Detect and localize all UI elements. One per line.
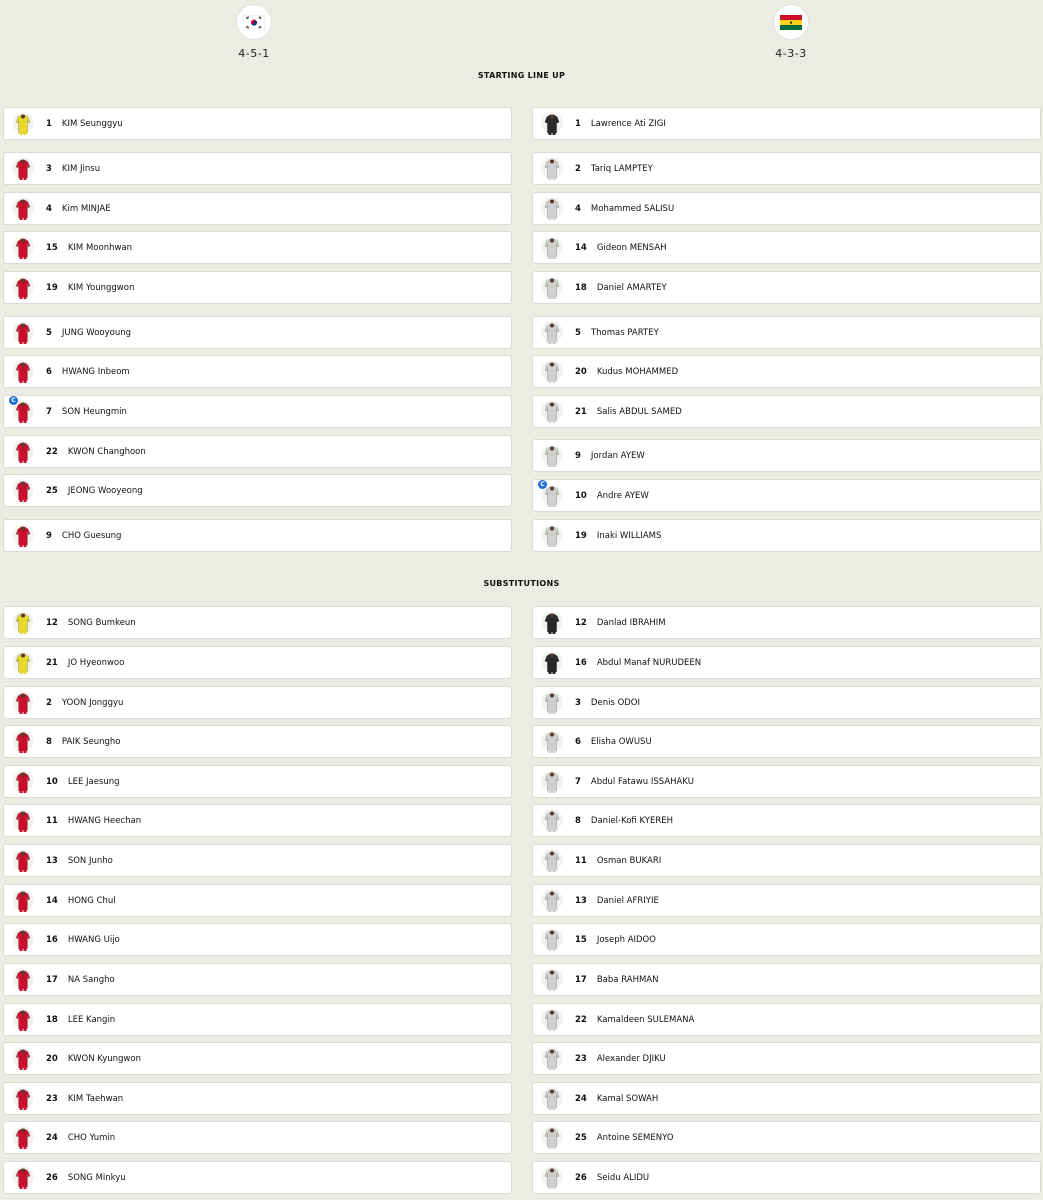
- player-jersey-icon: [12, 730, 34, 754]
- player-number: 13: [575, 895, 587, 906]
- player-name: Osman BUKARI: [596, 855, 662, 866]
- player-number: 5: [46, 327, 52, 338]
- player-number: 11: [46, 815, 58, 826]
- player-name: JUNG Wooyoung: [61, 327, 132, 338]
- player-name: Kamaldeen SULEMANA: [596, 1014, 695, 1025]
- player-jersey-icon: [541, 1008, 563, 1032]
- player-number: 4: [575, 203, 581, 214]
- player-row[interactable]: [532, 884, 1041, 917]
- player-number: 20: [575, 366, 587, 377]
- player-name: Denis ODOI: [590, 697, 641, 708]
- player-row[interactable]: [3, 316, 512, 349]
- player-number: 6: [575, 736, 581, 747]
- player-name: Mohammed SALISU: [590, 203, 675, 214]
- player-row[interactable]: [3, 395, 512, 428]
- away-formation: 4-3-3: [775, 47, 807, 60]
- player-name: KWON Changhoon: [67, 446, 146, 457]
- player-number: 17: [575, 974, 587, 985]
- player-name: SONG Minkyu: [67, 1172, 126, 1183]
- player-name: Jordan AYEW: [590, 450, 645, 461]
- player-row[interactable]: [532, 1121, 1041, 1154]
- player-number: 11: [575, 855, 587, 866]
- player-row[interactable]: [3, 844, 512, 877]
- player-jersey-icon: [12, 1126, 34, 1150]
- captain-badge-icon: C: [538, 480, 547, 489]
- player-number: 12: [46, 617, 58, 628]
- player-number: 1: [46, 118, 52, 129]
- player-jersey-icon: [541, 809, 563, 833]
- player-jersey-icon: [541, 730, 563, 754]
- player-name: KIM Taehwan: [67, 1093, 124, 1104]
- player-jersey-icon: [12, 112, 34, 136]
- player-row[interactable]: [3, 765, 512, 798]
- player-row[interactable]: [3, 1121, 512, 1154]
- player-number: 10: [46, 776, 58, 787]
- player-jersey-icon: [12, 157, 34, 181]
- player-jersey-icon: [541, 651, 563, 675]
- player-row[interactable]: [532, 606, 1041, 639]
- player-number: 24: [46, 1132, 58, 1143]
- player-number: 13: [46, 855, 58, 866]
- player-row[interactable]: [3, 646, 512, 679]
- player-name: Thomas PARTEY: [590, 327, 659, 338]
- player-jersey-icon: [12, 236, 34, 260]
- player-jersey-icon: [541, 770, 563, 794]
- player-row[interactable]: [532, 765, 1041, 798]
- player-number: 18: [46, 1014, 58, 1025]
- player-row[interactable]: [3, 1003, 512, 1036]
- player-number: 24: [575, 1093, 587, 1104]
- player-row[interactable]: [532, 107, 1041, 140]
- player-row[interactable]: [532, 519, 1041, 552]
- player-number: 19: [46, 282, 58, 293]
- player-name: Alexander DJIKU: [596, 1053, 666, 1064]
- player-number: 20: [46, 1053, 58, 1064]
- player-row[interactable]: [532, 646, 1041, 679]
- player-jersey-icon: [541, 1047, 563, 1071]
- player-name: CHO Guesung: [61, 530, 122, 541]
- player-row[interactable]: [3, 725, 512, 758]
- player-name: JEONG Wooyeong: [67, 485, 143, 496]
- player-number: 14: [46, 895, 58, 906]
- player-name: SONG Bumkeun: [67, 617, 136, 628]
- player-name: PAIK Seungho: [61, 736, 121, 747]
- captain-badge-icon: C: [9, 396, 18, 405]
- player-jersey-icon: [541, 968, 563, 992]
- player-number: 25: [575, 1132, 587, 1143]
- player-row[interactable]: [532, 1161, 1041, 1194]
- player-name: Danlad IBRAHIM: [596, 617, 666, 628]
- player-name: Andre AYEW: [596, 490, 649, 501]
- player-row[interactable]: [3, 435, 512, 468]
- player-name: Lawrence Ati ZIGI: [590, 118, 666, 129]
- player-row[interactable]: [3, 686, 512, 719]
- player-number: 9: [46, 530, 52, 541]
- player-jersey-icon: [12, 321, 34, 345]
- player-number: 16: [46, 934, 58, 945]
- player-row[interactable]: [3, 192, 512, 225]
- player-number: 17: [46, 974, 58, 985]
- player-jersey-icon: [12, 276, 34, 300]
- player-number: 19: [575, 530, 587, 541]
- player-name: CHO Yumin: [67, 1132, 116, 1143]
- player-number: 1: [575, 118, 581, 129]
- player-name: SON Junho: [67, 855, 113, 866]
- player-jersey-icon: [12, 479, 34, 503]
- player-jersey-icon: [12, 968, 34, 992]
- player-row[interactable]: [3, 474, 512, 507]
- player-jersey-icon: [541, 236, 563, 260]
- player-row[interactable]: [532, 844, 1041, 877]
- player-number: 14: [575, 242, 587, 253]
- player-number: 12: [575, 617, 587, 628]
- player-row[interactable]: [532, 439, 1041, 472]
- player-name: Seidu ALIDU: [596, 1172, 650, 1183]
- player-name: YOON Jonggyu: [61, 697, 124, 708]
- home-team-header: [224, 0, 284, 60]
- player-jersey-icon: [541, 611, 563, 635]
- player-name: Gideon MENSAH: [596, 242, 667, 253]
- player-number: 2: [575, 163, 581, 174]
- player-jersey-icon: [541, 1166, 563, 1190]
- player-number: 8: [46, 736, 52, 747]
- player-jersey-icon: [12, 1166, 34, 1190]
- player-number: 22: [575, 1014, 587, 1025]
- player-row[interactable]: [3, 152, 512, 185]
- player-name: HONG Chul: [67, 895, 116, 906]
- player-name: Inaki WILLIAMS: [596, 530, 662, 541]
- player-number: 2: [46, 697, 52, 708]
- player-number: 8: [575, 815, 581, 826]
- player-jersey-icon: [11, 396, 34, 424]
- player-name: Daniel-Kofi KYEREH: [590, 815, 673, 826]
- player-row[interactable]: [3, 963, 512, 996]
- player-row[interactable]: [532, 804, 1041, 837]
- player-name: LEE Jaesung: [67, 776, 120, 787]
- player-jersey-icon: [12, 611, 34, 635]
- player-row[interactable]: [532, 686, 1041, 719]
- player-row[interactable]: [532, 1003, 1041, 1036]
- player-jersey-icon: [541, 400, 563, 424]
- player-name: Abdul Fatawu ISSAHAKU: [590, 776, 694, 787]
- player-number: 26: [46, 1172, 58, 1183]
- player-row[interactable]: [532, 1082, 1041, 1115]
- player-number: 15: [575, 934, 587, 945]
- player-name: NA Sangho: [67, 974, 115, 985]
- player-number: 23: [575, 1053, 587, 1064]
- player-row[interactable]: [532, 963, 1041, 996]
- player-jersey-icon: [12, 524, 34, 548]
- south-korea-flag-icon[interactable]: [237, 5, 271, 39]
- player-name: Kudus MOHAMMED: [596, 366, 679, 377]
- player-row[interactable]: [532, 725, 1041, 758]
- player-jersey-icon: [541, 444, 563, 468]
- player-row[interactable]: [3, 884, 512, 917]
- player-number: 21: [575, 406, 587, 417]
- player-name: Daniel AMARTEY: [596, 282, 667, 293]
- player-name: HWANG Uijo: [67, 934, 120, 945]
- player-name: Daniel AFRIYIE: [596, 895, 659, 906]
- player-name: Tariq LAMPTEY: [590, 163, 653, 174]
- player-jersey-icon: [12, 770, 34, 794]
- player-number: 5: [575, 327, 581, 338]
- player-jersey-icon: [12, 651, 34, 675]
- player-name: Kamal SOWAH: [596, 1093, 659, 1104]
- player-name: HWANG Inbeom: [61, 366, 130, 377]
- player-row[interactable]: [532, 355, 1041, 388]
- player-jersey-icon: [541, 889, 563, 913]
- player-name: LEE Kangin: [67, 1014, 116, 1025]
- starting-lineup-heading: STARTING LINE UP: [477, 71, 566, 80]
- player-number: 25: [46, 485, 58, 496]
- player-jersey-icon: [12, 849, 34, 873]
- player-row[interactable]: [3, 231, 512, 264]
- player-jersey-icon: [12, 360, 34, 384]
- player-name: Antoine SEMENYO: [596, 1132, 674, 1143]
- player-jersey-icon: [12, 809, 34, 833]
- player-number: 18: [575, 282, 587, 293]
- player-jersey-icon: [540, 480, 563, 508]
- player-name: SON Heungmin: [61, 406, 127, 417]
- player-jersey-icon: [12, 1087, 34, 1111]
- player-number: 21: [46, 657, 58, 668]
- player-jersey-icon: [541, 1126, 563, 1150]
- player-number: 3: [46, 163, 52, 174]
- player-number: 15: [46, 242, 58, 253]
- player-number: 9: [575, 450, 581, 461]
- player-jersey-icon: [12, 1008, 34, 1032]
- player-jersey-icon: [12, 440, 34, 464]
- player-jersey-icon: [12, 928, 34, 952]
- player-name: Elisha OWUSU: [590, 736, 652, 747]
- player-jersey-icon: [541, 157, 563, 181]
- player-row[interactable]: [532, 1042, 1041, 1075]
- player-row[interactable]: [3, 1082, 512, 1115]
- player-number: 6: [46, 366, 52, 377]
- player-row[interactable]: [532, 923, 1041, 956]
- player-row[interactable]: [532, 479, 1041, 512]
- player-name: KIM Seunggyu: [61, 118, 123, 129]
- player-jersey-icon: [541, 360, 563, 384]
- player-name: Salis ABDUL SAMED: [596, 406, 682, 417]
- player-row[interactable]: [532, 152, 1041, 185]
- player-name: JO Hyeonwoo: [67, 657, 125, 668]
- player-number: 23: [46, 1093, 58, 1104]
- player-row[interactable]: [3, 519, 512, 552]
- player-row[interactable]: [532, 231, 1041, 264]
- player-row[interactable]: [3, 606, 512, 639]
- player-number: 26: [575, 1172, 587, 1183]
- player-name: Baba RAHMAN: [596, 974, 659, 985]
- player-number: 3: [575, 697, 581, 708]
- player-name: HWANG Heechan: [67, 815, 142, 826]
- player-number: 10: [575, 490, 587, 501]
- substitutions-heading: SUBSTITUTIONS: [483, 579, 560, 588]
- player-row[interactable]: [3, 804, 512, 837]
- player-number: 7: [575, 776, 581, 787]
- player-name: KIM Moonhwan: [67, 242, 133, 253]
- player-jersey-icon: [12, 1047, 34, 1071]
- player-jersey-icon: [541, 524, 563, 548]
- player-number: 4: [46, 203, 52, 214]
- away-team-header: [761, 0, 821, 60]
- player-row[interactable]: [3, 107, 512, 140]
- player-name: Joseph AIDOO: [596, 934, 656, 945]
- player-row[interactable]: [3, 923, 512, 956]
- player-row[interactable]: [3, 271, 512, 304]
- player-jersey-icon: [12, 197, 34, 221]
- player-row[interactable]: [3, 1161, 512, 1194]
- player-jersey-icon: [541, 276, 563, 300]
- player-jersey-icon: [541, 197, 563, 221]
- home-formation: 4-5-1: [238, 47, 270, 60]
- player-row[interactable]: [3, 1042, 512, 1075]
- player-number: 22: [46, 446, 58, 457]
- player-name: KWON Kyungwon: [67, 1053, 141, 1064]
- player-row[interactable]: [3, 355, 512, 388]
- player-row[interactable]: [532, 316, 1041, 349]
- player-name: Abdul Manaf NURUDEEN: [596, 657, 702, 668]
- player-number: 16: [575, 657, 587, 668]
- player-name: KIM Younggwon: [67, 282, 135, 293]
- ghana-flag-icon[interactable]: [774, 5, 808, 39]
- player-name: KIM Jinsu: [61, 163, 101, 174]
- player-row[interactable]: [532, 192, 1041, 225]
- player-jersey-icon: [541, 321, 563, 345]
- player-name: Kim MINJAE: [61, 203, 111, 214]
- player-jersey-icon: [541, 849, 563, 873]
- player-number: 7: [46, 406, 52, 417]
- player-row[interactable]: [532, 271, 1041, 304]
- player-jersey-icon: [541, 691, 563, 715]
- player-jersey-icon: [12, 691, 34, 715]
- player-jersey-icon: [541, 112, 563, 136]
- player-jersey-icon: [541, 1087, 563, 1111]
- player-jersey-icon: [12, 889, 34, 913]
- player-row[interactable]: [532, 395, 1041, 428]
- player-jersey-icon: [541, 928, 563, 952]
